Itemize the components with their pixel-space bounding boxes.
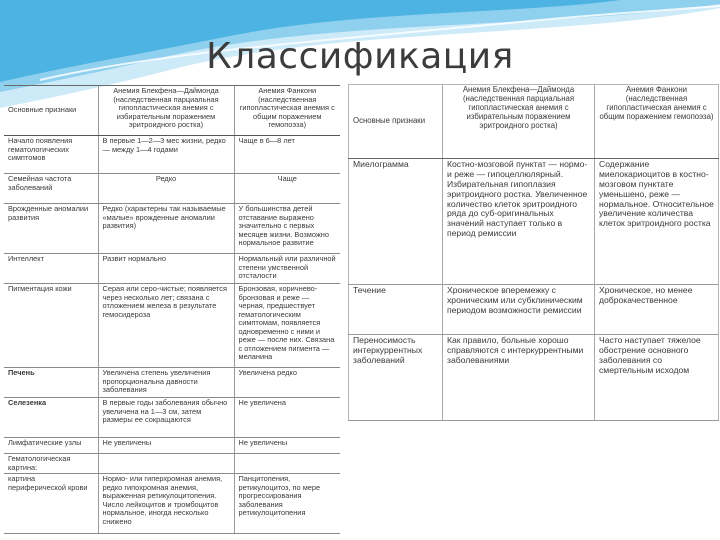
table-row bbox=[4, 454, 340, 474]
row-feature: Врожденные аномалии развития bbox=[4, 204, 98, 254]
row-feature: Интеллект bbox=[4, 254, 98, 284]
row-fanconi-value: Хроническое, но менее доброкачественное bbox=[595, 285, 719, 335]
row-fanconi-value bbox=[234, 454, 340, 474]
right-header-blackfan-diamond: Анемия Блекфена—Даймонда (наследственная парциальная гипопластическая анемия с избирательным поражением эритроидного ростка) bbox=[443, 85, 595, 159]
row-feature: Лимфатические узлы bbox=[4, 438, 98, 454]
table-row bbox=[349, 335, 719, 421]
slide-title: Классификация bbox=[206, 36, 514, 77]
left-classification-table bbox=[4, 85, 340, 534]
table-row bbox=[4, 398, 340, 438]
right-header-features: Основные признаки bbox=[349, 85, 443, 159]
row-fanconi-value: Часто наступает тяжелое обострение основного заболевания со смертельным исходом bbox=[595, 335, 719, 421]
row-blackfan-diamond-value: Редко (характерны так называемые «малые» врожденные аномалии развития) bbox=[98, 204, 234, 254]
table-row bbox=[4, 136, 340, 174]
row-feature: Пигментация кожи bbox=[4, 284, 98, 368]
right-header-fanconi: Анемия Фанкони (наследственная гипопластическая анемия с общим поражением гемопоэза) bbox=[595, 85, 719, 159]
row-fanconi-value: Содержание миелокариоцитов в костно-мозговом пунктате уменьшено, реже — нормальное. Относительное увеличение количества клеток эритроидного ростка bbox=[595, 159, 719, 285]
row-feature: Миелограмма bbox=[349, 159, 443, 285]
table-row bbox=[4, 284, 340, 368]
row-feature: Течение bbox=[349, 285, 443, 335]
row-feature: картина периферической крови bbox=[4, 474, 98, 534]
row-blackfan-diamond-value: Хроническое вперемежку с хроническим или субклиническим периодом возможности ремиссии bbox=[443, 285, 595, 335]
row-blackfan-diamond-value bbox=[98, 454, 234, 474]
row-fanconi-value: Не увеличены bbox=[234, 438, 340, 454]
table-row bbox=[4, 474, 340, 534]
row-blackfan-diamond-value: Увеличена степень увеличения пропорциональна давности заболевания bbox=[98, 368, 234, 398]
table-row bbox=[4, 438, 340, 454]
row-blackfan-diamond-value: В первые годы заболевания обычно увеличена на 1—3 см, затем размеры ее сокращаются bbox=[98, 398, 234, 438]
row-fanconi-value: Увеличена редко bbox=[234, 368, 340, 398]
row-blackfan-diamond-value: Не увеличены bbox=[98, 438, 234, 454]
row-feature: Печень bbox=[4, 368, 98, 398]
row-blackfan-diamond-value: Редко bbox=[98, 174, 234, 204]
table-row bbox=[4, 368, 340, 398]
right-classification-table bbox=[348, 84, 719, 421]
row-blackfan-diamond-value: Нормо- или гиперхромная анемия, редко гипохромная анемия, выраженная ретикулоцитопения. Число лейкоцитов и тромбоцитов нормальное, иногда несколько снижено bbox=[98, 474, 234, 534]
table-row bbox=[4, 174, 340, 204]
row-feature: Начало появления гематологических симптомов bbox=[4, 136, 98, 174]
row-fanconi-value: У большинства детей отставание выражено значительно с первых месяцев жизни. Возможно нормальное развитие bbox=[234, 204, 340, 254]
row-feature: Селезенка bbox=[4, 398, 98, 438]
left-header-fanconi: Анемия Фанкони (наследственная гипопластическая анемия с общим поражением гемопоэза) bbox=[234, 86, 340, 136]
row-fanconi-value: Нормальный или различной степени умственной отсталости bbox=[234, 254, 340, 284]
table-row bbox=[4, 254, 340, 284]
row-fanconi-value: Бронзовая, коричнево-бронзовая и реже — черная, предшествует гематологическим симптомам, появляется одновременно с ними и реже — после них. Связана с отложением пигмента — меланина bbox=[234, 284, 340, 368]
right-table-header-row bbox=[349, 85, 719, 159]
left-header-blackfan-diamond: Анемия Блекфена—Даймонда (наследственная парциальная гипопластическая анемия с избирательным поражением эритроидного ростка) bbox=[98, 86, 234, 136]
table-row bbox=[349, 285, 719, 335]
row-blackfan-diamond-value: В первые 1—2—3 мес жизни, редко — между 1—4 годами bbox=[98, 136, 234, 174]
row-blackfan-diamond-value: Серая или серо-чистые; появляется через несколько лет; связана с отложением железа в результате гемосидероза bbox=[98, 284, 234, 368]
row-fanconi-value: Чаще в 6—8 лет bbox=[234, 136, 340, 174]
row-feature: Переносимость интеркуррентных заболеваний bbox=[349, 335, 443, 421]
row-fanconi-value: Чаще bbox=[234, 174, 340, 204]
row-blackfan-diamond-value: Костно-мозговой пунктат — нормо- и реже — гипоцеллюлярный. Избирательная гипоплазия эритроидного ростка. Увеличенное количество клеток эритроидного ряда до суб-оригинальных значений наступает только в период ремиссии bbox=[443, 159, 595, 285]
row-blackfan-diamond-value: Развит нормально bbox=[98, 254, 234, 284]
left-header-features: Основные признаки bbox=[4, 86, 98, 136]
row-blackfan-diamond-value: Как правило, больные хорошо справляются с интеркуррентными заболеваниями bbox=[443, 335, 595, 421]
row-fanconi-value: Не увеличена bbox=[234, 398, 340, 438]
table-row bbox=[349, 159, 719, 285]
row-feature: Гематологическая картина: bbox=[4, 454, 98, 474]
row-feature: Семейная частота заболеваний bbox=[4, 174, 98, 204]
left-table-header-row bbox=[4, 86, 340, 136]
row-fanconi-value: Панцитопения, ретикулоцитоз, по мере прогрессирования заболевания ретикулоцитопения bbox=[234, 474, 340, 534]
table-row bbox=[4, 204, 340, 254]
